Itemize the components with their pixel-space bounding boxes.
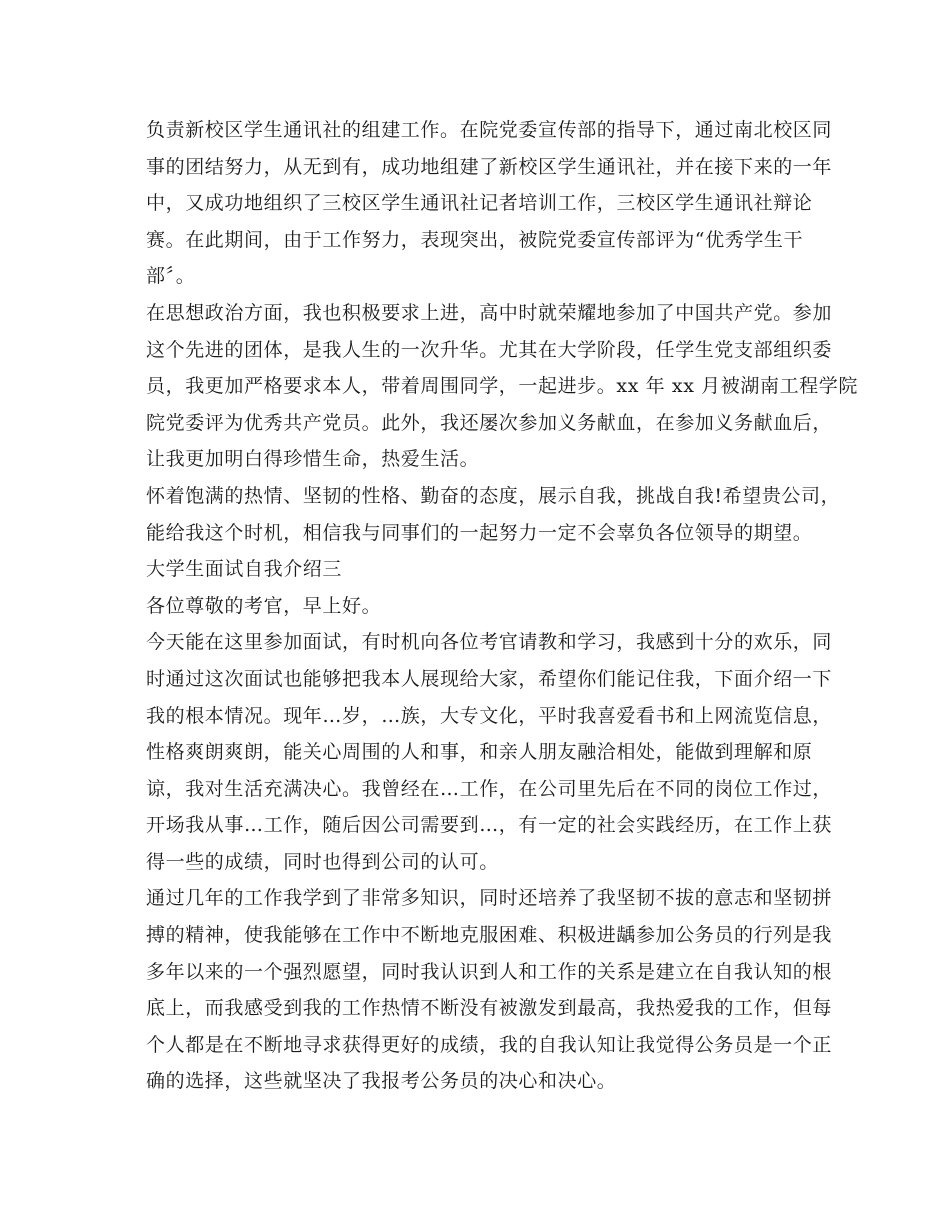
text-line: 多年以来的一个强烈愿望，同时我认识到人和工作的关系是建立在自我认知的根 xyxy=(146,960,833,983)
section-heading: 大学生面试自我介绍三 xyxy=(146,558,343,581)
text-line: 赛。在此期间，由于工作努力，表现突出，被院党委宣传部评为“优秀学生干 xyxy=(146,228,804,251)
text-line: 时通过这次面试也能够把我本人展现给大家，希望你们能记住我，下面介绍一下 xyxy=(146,667,833,690)
text-line: 各位尊敬的考官，早上好。 xyxy=(146,594,382,617)
text-line: 搏的精神，使我能够在工作中不断地克服困难、积极进龋参加公务员的行列是我 xyxy=(146,924,833,947)
text-line: 部〞。 xyxy=(146,265,196,288)
text-line: 怀着饱满的热情、坚韧的性格、勤奋的态度，展示自我，挑战自我!希望贵公司， xyxy=(146,484,841,507)
text-line: 个人都是在不断地寻求获得更好的成绩，我的自我认知让我觉得公务员是一个正 xyxy=(146,1033,833,1056)
text-line: 事的团结努力，从无到有，成功地组建了新校区学生通讯社，并在接下来的一年 xyxy=(146,155,833,178)
text-line: 通过几年的工作我学到了非常多知识，同时还培养了我坚韧不拔的意志和坚韧拼 xyxy=(146,887,833,910)
text-line: 底上，而我感受到我的工作热情不断没有被激发到最高，我热爱我的工作，但每 xyxy=(146,997,833,1020)
text-line: 得一些的成绩，同时也得到公司的认可。 xyxy=(146,850,499,873)
text-line: 员，我更加严格要求本人，带着周围同学，一起进步。xx 年 xx 月被湖南工程学院 xyxy=(146,375,858,398)
text-line: 开场我从事…工作，随后因公司需要到…，有一定的社会实践经历，在工作上获 xyxy=(146,814,833,837)
text-line: 我的根本情况。现年…岁，…族，大专文化，平时我喜爱看书和上网流览信息， xyxy=(146,704,833,727)
text-line: 性格爽朗爽朗，能关心周围的人和事，和亲人朋友融洽相处，能做到理解和原 xyxy=(146,741,813,764)
text-line: 让我更加明白得珍惜生命，热爱生活。 xyxy=(146,448,480,471)
text-line: 能给我这个时机，相信我与同事们的一起努力一定不会辜负各位领导的期望。 xyxy=(146,521,813,544)
text-line: 这个先进的团体，是我人生的一次升华。尤其在大学阶段，任学生党支部组织委 xyxy=(146,338,833,361)
text-line: 中，又成功地组织了三校区学生通讯社记者培训工作，三校区学生通讯社辩论 xyxy=(146,192,813,215)
document-body xyxy=(146,112,858,1100)
text-line: 负责新校区学生通讯社的组建工作。在院党委宣传部的指导下，通过南北校区同 xyxy=(146,119,833,141)
text-line: 在思想政治方面，我也积极要求上进，高中时就荣耀地参加了中国共产党。参加 xyxy=(146,301,833,324)
text-line: 院党委评为优秀共产党员。此外，我还屡次参加义务献血，在参加义务献血后， xyxy=(146,411,833,434)
text-line: 确的选择，这些就坚决了我报考公务员的决心和决心。 xyxy=(146,1070,617,1093)
text-line: 谅，我对生活充满决心。我曾经在…工作，在公司里先后在不同的岗位工作过， xyxy=(146,777,833,800)
text-line: 今天能在这里参加面试，有时机向各位考官请教和学习，我感到十分的欢乐，同 xyxy=(146,631,833,654)
